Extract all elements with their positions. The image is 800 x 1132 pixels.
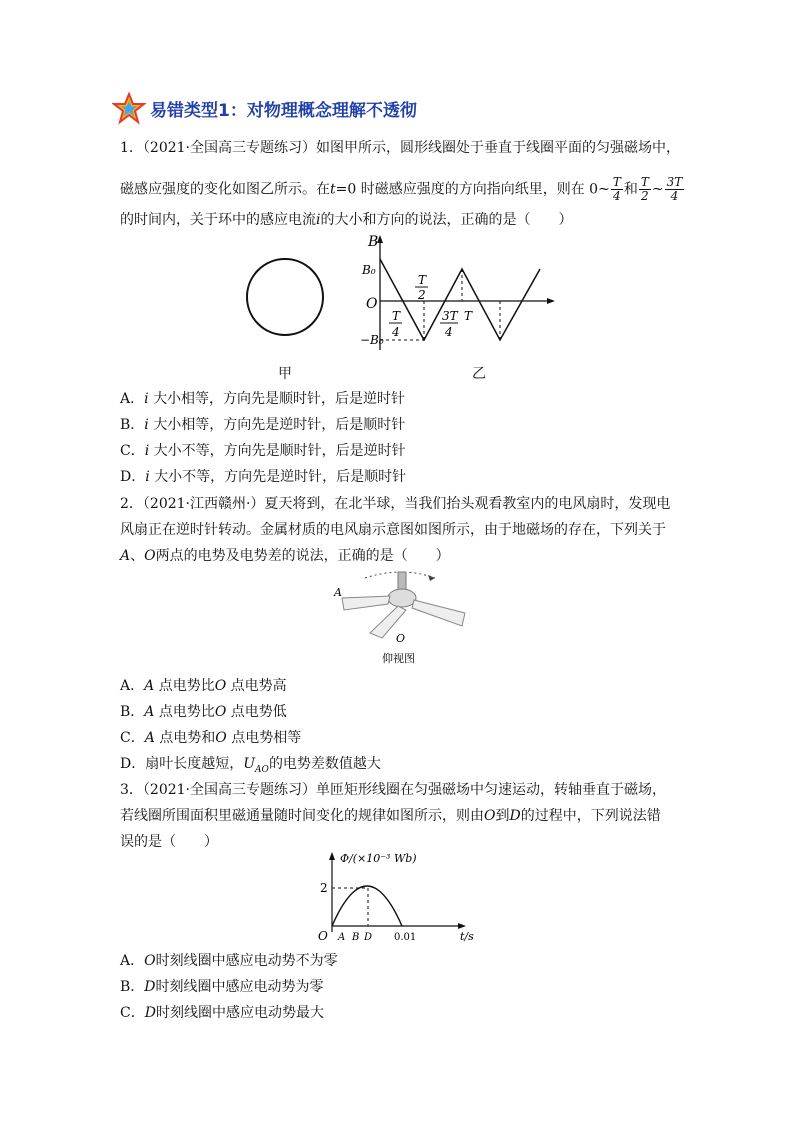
figure-coil <box>240 252 330 342</box>
svg-text:3T: 3T <box>442 309 458 323</box>
svg-text:D: D <box>364 932 373 943</box>
svg-text:T: T <box>392 309 401 323</box>
neg-b0-label: −B₀ <box>360 333 384 347</box>
flux-origin: O <box>318 929 328 943</box>
q2-option-d[interactable]: D．扇叶长度越短，$U_{AO}$的电势差数值越大 <box>120 756 381 775</box>
q1-option-d[interactable]: D．i 大小不等，方向先是逆时针，后是顺时针 <box>120 469 407 485</box>
figure-graph-caption: 乙 <box>472 366 486 382</box>
flux-axis-y-label: Φ/(×10⁻³ Wb) <box>340 852 417 865</box>
q1-option-c[interactable]: C．i 大小不等，方向先是顺时针，后是逆时针 <box>120 443 406 459</box>
svg-text:T: T <box>464 309 473 323</box>
q3-option-a[interactable]: A．O时刻线圈中感应电动势不为零 <box>120 953 338 969</box>
axis-y-label: B <box>368 234 379 250</box>
svg-text:T: T <box>418 273 427 287</box>
q1-line3: 的时间内，关于环中的感应电流i的大小和方向的说法，正确的是（ ） <box>120 212 573 228</box>
flux-curve <box>332 886 402 926</box>
svg-text:4: 4 <box>392 325 400 339</box>
svg-text:2: 2 <box>418 288 426 302</box>
fan-label-a: A <box>334 586 342 599</box>
figure-flux-graph <box>310 852 490 944</box>
q3-line2: 若线圈所围面积里磁通量随时间变化的规律如图所示，则由O到D的过程中，下列说法错 <box>120 808 661 824</box>
figure-ceiling-fan <box>330 568 475 668</box>
q1-line2: 磁感应强度的变化如图乙所示。在t=0 时磁感应强度的方向指向纸里，则在 0~ $\frac{T}{4}$ 和 $\frac{T}{2}$ ~ $\frac{3T}{4}$ <box>120 175 683 203</box>
flux-axis-x-label: t/s <box>460 930 474 943</box>
q3-line1: 3．（2021·全国高三专题练习）单匝矩形线圈在匀强磁场中匀速运动，转轴垂直于磁场， <box>120 782 666 798</box>
flux-y-tick: 2 <box>320 881 328 895</box>
fan-caption: 仰视图 <box>382 652 415 665</box>
q1-option-b[interactable]: B．i 大小相等，方向先是逆时针，后是顺时针 <box>120 417 406 433</box>
fan-label-o: O <box>396 632 406 645</box>
q1-line1: 1．（2021·全国高三专题练习）如图甲所示，圆形线圈处于垂直于线圈平面的匀强磁场中， <box>120 140 680 156</box>
q2-option-b[interactable]: B．A 点电势比O 点电势低 <box>120 704 287 720</box>
origin-label: O <box>366 296 378 312</box>
q2-line1: 2．（2021·江西赣州·）夏天将到，在北半球，当我们抬头观看教室内的电风扇时，发现电 <box>120 496 671 512</box>
star-icon <box>112 92 146 126</box>
q2-line3: A、O两点的电势及电势差的说法，正确的是（ ） <box>120 548 450 564</box>
figure-coil-caption: 甲 <box>278 366 292 382</box>
q3-option-b[interactable]: B．D时刻线圈中感应电动势为零 <box>120 979 324 995</box>
b-t-curve <box>380 259 540 340</box>
q2-option-a[interactable]: A．A 点电势比O 点电势高 <box>120 678 287 694</box>
q2-line2: 风扇正在逆时针转动。金属材质的电风扇示意图如图所示，由于地磁场的存在，下列关于 <box>120 522 666 538</box>
figure-b-t-graph <box>360 232 560 357</box>
q3-option-c[interactable]: C．D时刻线圈中感应电动势最大 <box>120 1005 324 1021</box>
svg-text:B: B <box>352 932 360 943</box>
q1-option-a[interactable]: A．i 大小相等，方向先是顺时针，后是逆时针 <box>120 391 406 407</box>
svg-text:4: 4 <box>445 325 453 339</box>
section-title: 易错类型1：对物理概念理解不透彻 <box>150 101 417 121</box>
b0-label: B₀ <box>362 263 376 277</box>
svg-text:A: A <box>338 932 346 943</box>
q3-line3: 误的是（ ） <box>120 834 218 850</box>
svg-text:0.01: 0.01 <box>394 932 417 943</box>
q2-option-c[interactable]: C．A 点电势和O 点电势相等 <box>120 730 302 746</box>
